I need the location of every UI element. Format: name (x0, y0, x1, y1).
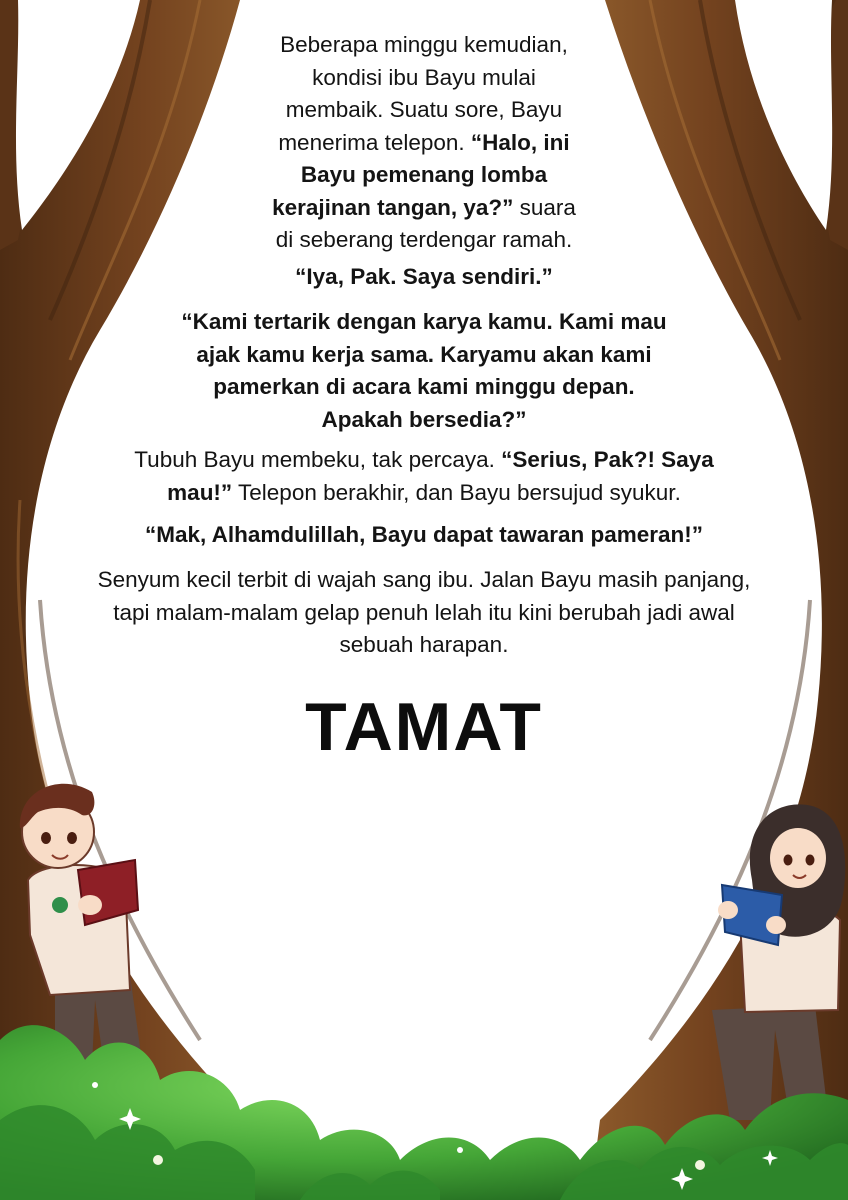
para3-line4: Apakah bersedia?” (321, 406, 527, 432)
paragraph-2 (0, 261, 848, 294)
paragraph-1 (0, 29, 848, 257)
para1-line4 (0, 127, 848, 160)
para1-line2: kondisi ibu Bayu mulai (312, 64, 536, 90)
para2-line: “Iya, Pak. Saya sendiri.” (295, 264, 553, 289)
para1-line6-bold: kerajinan tangan, ya?” (272, 194, 514, 220)
para5-line: “Mak, Alhamdulillah, Bayu dapat tawaran pameran!” (144, 522, 704, 547)
para1-line6 (0, 192, 848, 225)
para3-line1: “Kami tertarik dengan karya kamu. Kami mau (181, 309, 667, 334)
para1-line4-plain: menerima telepon. (278, 129, 471, 155)
paragraph-5 (0, 519, 848, 552)
para6-line1: Senyum kecil terbit di wajah sang ibu. Jalan Bayu masih panjang, (97, 567, 751, 592)
para4-line2-plain: Telepon berakhir, dan Bayu bersujud syukur. (232, 479, 681, 505)
para1-line3: membaik. Suatu sore, Bayu (285, 97, 563, 122)
para1-line6-plain: suara (513, 194, 576, 220)
para1-line1: Beberapa minggu kemudian, (280, 32, 568, 57)
para1-line4-bold: “Halo, ini (470, 129, 570, 155)
para4-line1-bold: “Serius, Pak?! Saya (501, 447, 714, 472)
paragraph-4 (0, 444, 848, 509)
para4-line1 (0, 444, 848, 477)
para1-line5: Bayu pemenang lomba (300, 162, 548, 187)
ending-title: TAMAT (305, 689, 543, 765)
para3-line3: pamerkan di acara kami minggu depan. (213, 374, 635, 399)
para4-line2-bold: mau!” (167, 479, 233, 505)
para3-line2: ajak kamu kerja sama. Karyamu akan kami (196, 341, 652, 367)
para1-line7: di seberang terdengar ramah. (275, 227, 573, 252)
para4-line1-plain: Tubuh Bayu membeku, tak percaya. (134, 447, 502, 472)
para4-line2 (0, 477, 848, 510)
para6-line2: tapi malam-malam gelap penuh lelah itu kini berubah jadi awal (113, 599, 735, 625)
paragraph-6 (0, 564, 848, 662)
para6-line3: sebuah harapan. (339, 632, 509, 657)
paragraph-3 (0, 306, 848, 436)
